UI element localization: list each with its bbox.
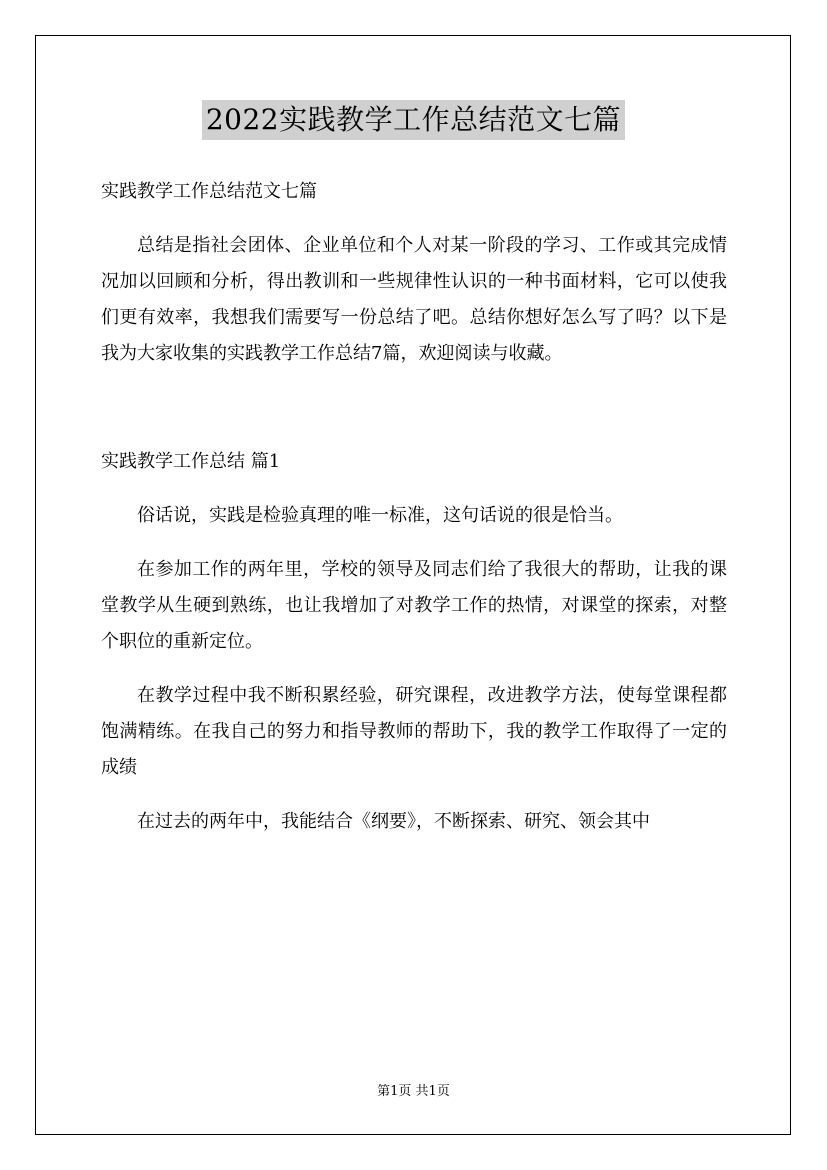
body-paragraph: 在参加工作的两年里，学校的领导及同志们给了我很大的帮助，让我的课堂教学从生硬到熟练，也让我增加了对教学工作的热情，对课堂的探索，对整个职位的重新定位。: [101, 559, 727, 652]
body-paragraph: 在过去的两年中，我能结合《纲要》，不断探索、研究、领会其中: [137, 811, 650, 832]
title-container: [0, 100, 827, 140]
intro-paragraph: 总结是指社会团体、企业单位和个人对某一阶段的学习、工作或其完成情况加以回顾和分析，得出教训和一些规律性认识的一种书面材料，它可以使我们更有效率，我想我们需要写一份总结了吧。总结你想好怎么写了吗？以下是我为大家收集的实践教学工作总结7篇，欢迎阅读与收藏。: [101, 235, 727, 364]
body-paragraph: 俗话说，实践是检验真理的唯一标准，这句话说的很是恰当。: [137, 505, 623, 526]
page-footer: 第1页 共1页: [377, 1084, 450, 1099]
document-subtitle: 实践教学工作总结范文七篇: [101, 181, 317, 202]
section-spacer: [101, 390, 727, 444]
section-heading: 实践教学工作总结 篇1: [101, 451, 281, 472]
body-paragraph: 在教学过程中我不断积累经验，研究课程，改进教学方法，使每堂课程都饱满精练。在我自己的努力和指导教师的帮助下，我的教学工作取得了一定的成绩: [101, 685, 727, 778]
document-title: 2022实践教学工作总结范文七篇: [202, 100, 625, 140]
document-body: [101, 174, 727, 858]
